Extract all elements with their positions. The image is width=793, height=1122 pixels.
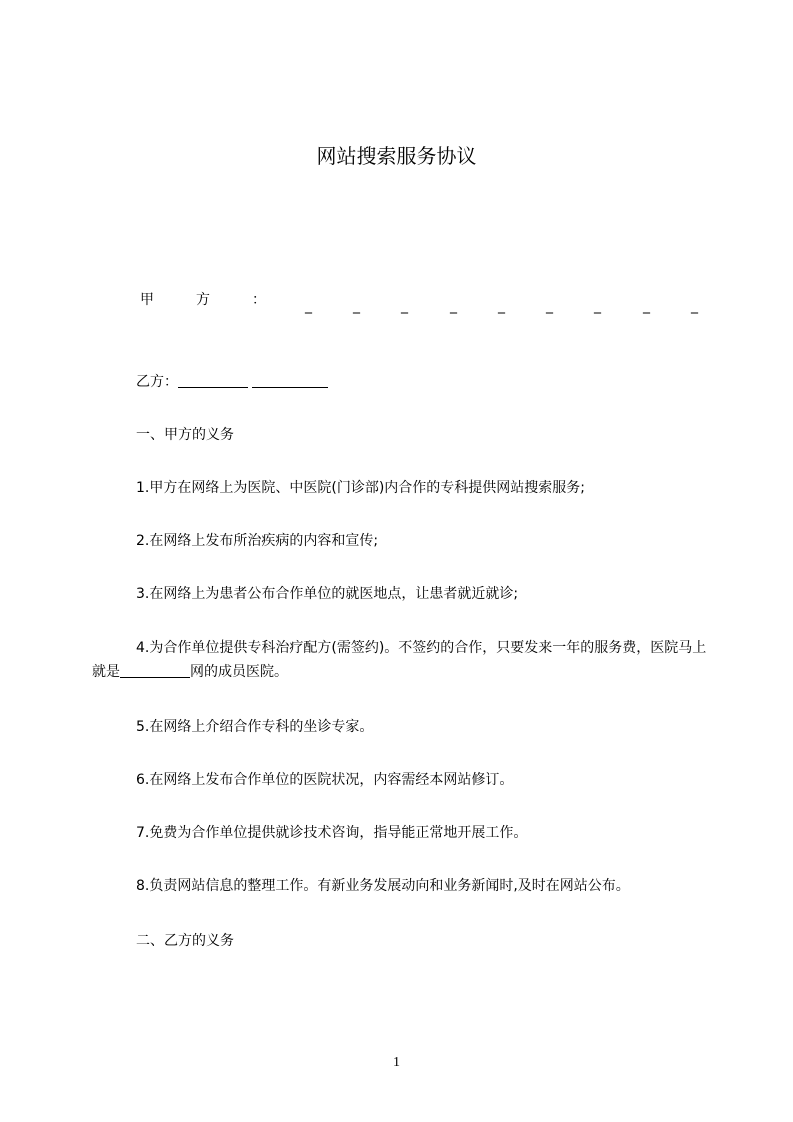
party-b-blank-2 <box>252 373 328 388</box>
item-2: 2.在网络上发布所治疾病的内容和宣传; <box>136 533 379 549</box>
section-1-heading: 一、甲方的义务 <box>136 427 234 443</box>
section-2-heading: 二、乙方的义务 <box>136 933 234 949</box>
party-a-label-colon: ： <box>252 292 266 308</box>
item-8: 8.负责网站信息的整理工作。有新业务发展动向和业务新闻时,及时在网站公布。 <box>136 878 630 894</box>
item-4-text-end: 网的成员医院。 <box>190 664 288 680</box>
party-a-label-char-2: 方 <box>196 292 210 308</box>
blank-mark: _ <box>594 298 601 314</box>
party-a-label-char-1: 甲 <box>140 292 154 308</box>
blank-mark: _ <box>401 298 408 314</box>
item-6: 6.在网络上发布合作单位的医院状况，内容需经本网站修订。 <box>136 772 514 788</box>
blank-mark: _ <box>305 298 312 314</box>
blank-mark: _ <box>546 298 553 314</box>
item-4-text: 4.为合作单位提供专科治疗配方(需签约)。不签约的合作，只要发来一年的服务费，医院马上就是 <box>92 640 707 680</box>
item-4 <box>92 636 707 684</box>
item-5: 5.在网络上介绍合作专科的坐诊专家。 <box>136 719 374 735</box>
item-7: 7.免费为合作单位提供就诊技术咨询，指导能正常地开展工作。 <box>136 825 528 841</box>
blank-mark: _ <box>691 298 698 314</box>
party-b-label: 乙方： <box>136 374 178 390</box>
party-a-line <box>140 290 706 314</box>
item-4-blank <box>120 663 190 678</box>
item-1: 1.甲方在网络上为医院、中医院(门诊部)内合作的专科提供网站搜索服务; <box>136 480 585 496</box>
blank-mark: _ <box>643 298 650 314</box>
blank-mark: _ <box>450 298 457 314</box>
document-title: 网站搜索服务协议 <box>316 144 477 168</box>
page-number: 1 <box>393 1055 400 1070</box>
blank-mark: _ <box>353 298 360 314</box>
party-a-blank <box>305 296 705 316</box>
blank-mark: _ <box>498 298 505 314</box>
party-b-line <box>136 372 328 392</box>
party-b-blank-1 <box>178 373 248 388</box>
item-3: 3.在网络上为患者公布合作单位的就医地点，让患者就近就诊; <box>136 586 519 602</box>
